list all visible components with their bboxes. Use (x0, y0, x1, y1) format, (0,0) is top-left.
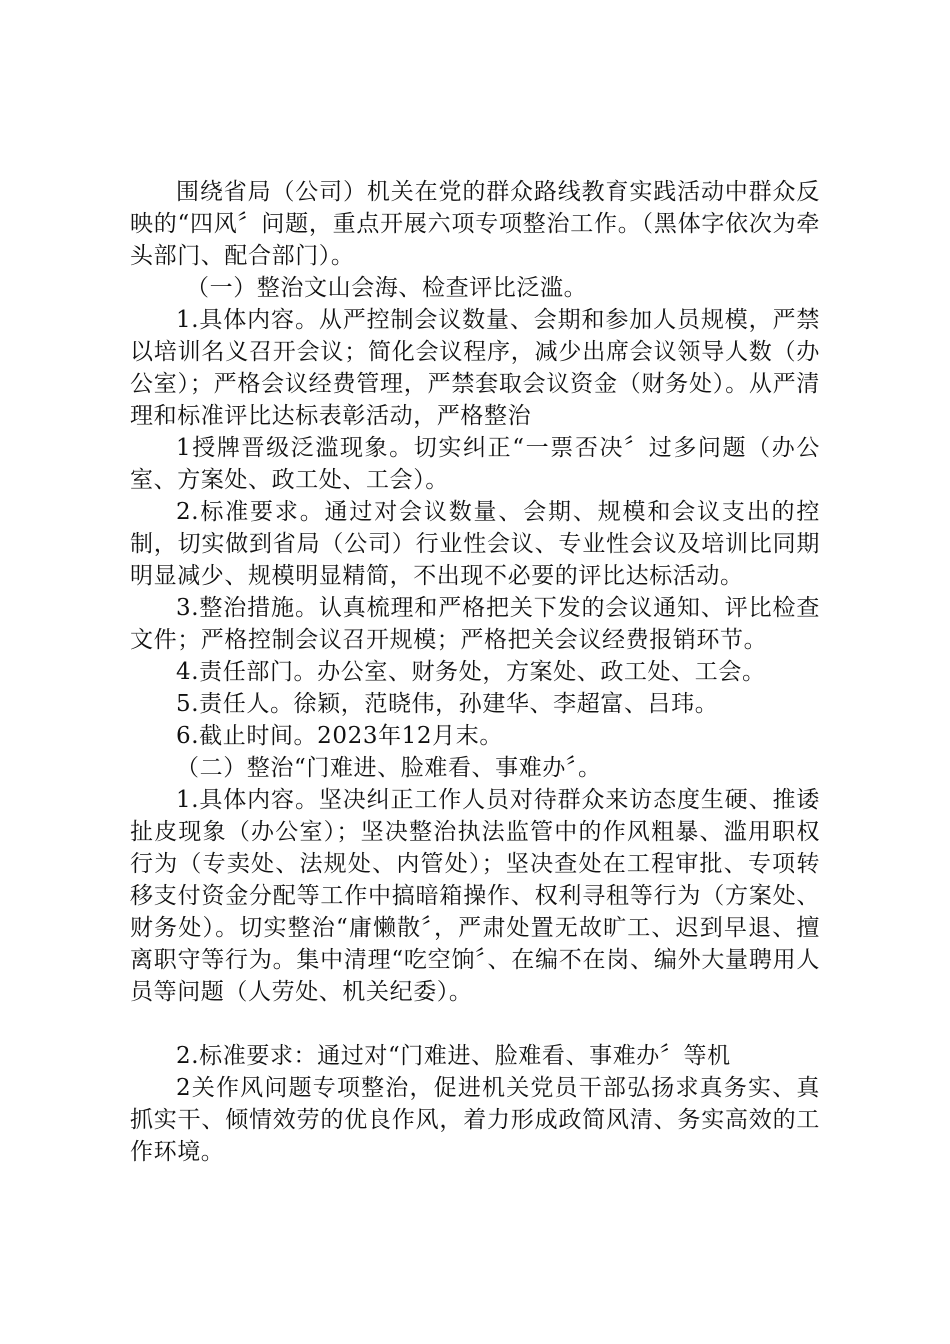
paragraph-gap (130, 1008, 820, 1040)
paragraph-2-2: 2.标准要求：通过对“门难进、脸难看、事难办〞等机 (176, 1043, 731, 1069)
paragraph-1-3: 3.整治措施。认真梳理和严格把关下发的会议通知、评比检查文件；严格控制会议召开规模；严格把关会议经费报销环节。 (130, 595, 820, 653)
paragraph-2-2-cont: 2关作风问题专项整治，促进机关党员干部弘扬求真务实、真抓实干、倾情效劳的优良作风，着力形成政简风清、务实高效的工作环境。 (130, 1075, 820, 1165)
section-heading-1: （一）整治文山会海、检查评比泛滥。 (186, 275, 588, 301)
document-body (130, 176, 820, 1168)
paragraph-1-5: 5.责任人。徐颖，范晓伟，孙建华、李超富、吕玮。 (176, 691, 719, 717)
paragraph-1-2: 2.标准要求。通过对会议数量、会期、规模和会议支出的控制，切实做到省局（公司）行业性会议、专业性会议及培训比同期明显减少、规模明显精简，不出现不必要的评比达标活动。 (130, 499, 820, 589)
paragraph-intro: 围绕省局（公司）机关在党的群众路线教育实践活动中群众反映的“四风〞问题，重点开展六项专项整治工作。（黑体字依次为牵头部门、配合部门）。 (130, 179, 820, 269)
paragraph-2-1: 1.具体内容。坚决纠正工作人员对待群众来访态度生硬、推诿扯皮现象（办公室）；坚决整治执法监管中的作风粗暴、滥用职权行为（专卖处、法规处、内管处）；坚决查处在工程审批、专项转移支付资金分配等工作中搞暗箱操作、权利寻租等行为（方案处、财务处）。切实整治“庸懒散〞，严肃处置无故旷工、迟到早退、擅离职守等行为。集中清理“吃空饷〞、在编不在岗、编外大量聘用人员等问题（人劳处、机关纪委）。 (130, 787, 820, 1005)
paragraph-1-1-cont: 1授牌晋级泛滥现象。切实纠正“一票否决〞过多问题（办公室、方案处、政工处、工会）。 (130, 435, 820, 493)
paragraph-1-4: 4.责任部门。办公室、财务处，方案处、政工处、工会。 (176, 659, 766, 685)
section-heading-2: （二）整治“门难进、脸难看、事难办〞。 (176, 755, 602, 781)
paragraph-1-6: 6.截止时间。2023年12月末。 (176, 723, 503, 749)
paragraph-1-1: 1.具体内容。从严控制会议数量、会期和参加人员规模，严禁以培训名义召开会议；简化会议程序，减少出席会议领导人数（办公室）；严格会议经费管理，严禁套取会议资金（财务处）。从严清理和标准评比达标表彰活动，严格整治 (130, 307, 820, 429)
